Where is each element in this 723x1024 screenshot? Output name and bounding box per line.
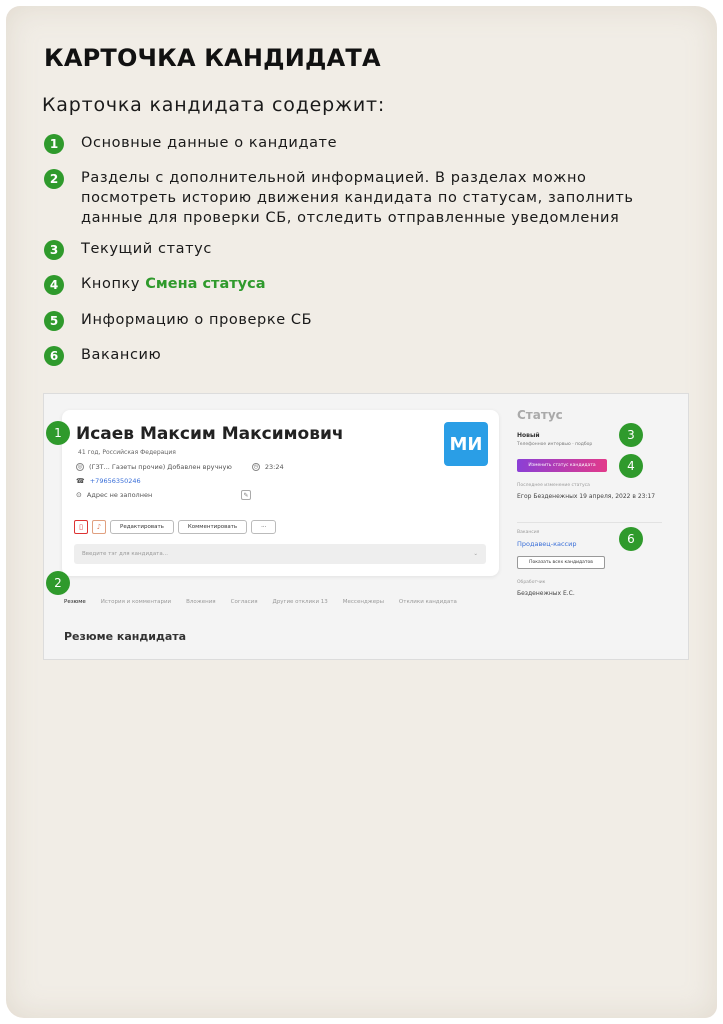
vacancy-label: Вакансия	[517, 530, 540, 535]
bookmark-icon[interactable]: ▯	[74, 520, 88, 534]
vacancy-link[interactable]: Продавец-кассир	[517, 540, 577, 548]
comment-button[interactable]: Комментировать	[178, 520, 247, 534]
number-badge: 1	[44, 134, 64, 154]
handler-label: Обработчик	[517, 580, 546, 585]
list-item-prefix: Кнопку	[81, 276, 146, 292]
candidate-subtitle: 41 год, Российская Федерация	[78, 449, 176, 456]
list-item-text: Текущий статус	[81, 241, 212, 257]
tab-messengers[interactable]: Мессенджеры	[342, 599, 384, 605]
list-item	[44, 345, 684, 366]
edit-icon[interactable]: ✎	[241, 490, 251, 500]
list-item-text: Вакансию	[81, 347, 162, 363]
number-badge: 4	[44, 275, 64, 295]
status-subtext: Телефонное интервью · подбор	[517, 442, 593, 447]
address-row	[76, 491, 152, 499]
divider	[517, 522, 662, 523]
list-item-text: Основные данные о кандидате	[81, 135, 338, 151]
page-subtitle: Карточка кандидата содержит:	[42, 94, 386, 116]
marker-3: 3	[619, 423, 643, 447]
list-item-text	[81, 274, 265, 294]
status-value: Новый	[517, 432, 540, 439]
marker-6: 6	[619, 527, 643, 551]
change-status-button[interactable]: Изменить статус кандидата	[517, 459, 607, 472]
candidate-name: Исаев Максим Максимович	[76, 424, 344, 444]
marker-4: 4	[619, 454, 643, 478]
more-button[interactable]: ···	[251, 520, 276, 534]
source-row	[76, 463, 284, 471]
tabs-bar	[64, 599, 457, 605]
handler-value: Безденежных Е.С.	[517, 590, 575, 597]
number-badge: 2	[44, 169, 64, 189]
marker-1: 1	[46, 421, 70, 445]
status-panel	[516, 394, 676, 661]
address-text: Адрес не заполнен	[86, 491, 153, 499]
status-title: Статус	[517, 408, 563, 422]
last-change-value: Егор Безденежных 19 апреля, 2022 в 23:17	[517, 493, 656, 500]
list-item	[44, 310, 684, 331]
clock-icon: ◷	[253, 464, 259, 470]
tag-placeholder: Введите тэг для кандидата...	[82, 551, 169, 557]
tab-attachments[interactable]: Вложения	[186, 599, 216, 605]
embedded-screenshot	[43, 393, 689, 660]
location-icon: ⊙	[76, 491, 82, 499]
resume-title: Резюме кандидата	[64, 630, 187, 643]
list-item	[44, 274, 684, 295]
number-badge: 3	[44, 240, 64, 260]
chevron-down-icon: ⌄	[473, 551, 478, 557]
tab-other-responses[interactable]: Другие отклики 13	[272, 599, 328, 605]
highlight-text: Смена статуса	[145, 276, 266, 292]
marker-2: 2	[46, 571, 70, 595]
bell-icon[interactable]: ♪	[92, 520, 106, 534]
list-item-text: Информацию о проверке СБ	[81, 312, 313, 328]
list-item	[44, 168, 684, 228]
candidate-card	[62, 410, 499, 576]
time-text: 23:24	[264, 463, 284, 471]
list-item-text: Разделы с дополнительной информацией. В разделах можно посмотреть историю движения кандидата по статусам, заполнить данные для проверки СБ, отследить отправленные уведомления	[81, 170, 634, 226]
last-change-label: Последнее изменение статуса	[517, 483, 590, 488]
tab-consents[interactable]: Согласия	[230, 599, 258, 605]
action-buttons	[74, 520, 276, 534]
tab-resume[interactable]: Резюме	[64, 599, 86, 605]
number-badge: 6	[44, 346, 64, 366]
avatar: МИ	[444, 422, 488, 466]
source-text: (ГЗТ... Газеты прочие) Добавлен вручную	[89, 463, 232, 471]
number-badge: 5	[44, 311, 64, 331]
tag-input[interactable]	[74, 544, 486, 564]
tab-history[interactable]: История и комментарии	[100, 599, 172, 605]
source-icon: ◎	[77, 464, 83, 470]
edit-button[interactable]: Редактировать	[110, 520, 174, 534]
page-title: КАРТОЧКА КАНДИДАТА	[44, 44, 381, 72]
tab-candidate-responses[interactable]: Отклики кандидата	[398, 599, 457, 605]
phone-link[interactable]: +79656350246	[89, 477, 141, 485]
list-item	[44, 239, 684, 260]
show-all-candidates-button[interactable]: Показать всех кандидатов	[517, 556, 605, 569]
list-item	[44, 133, 684, 154]
phone-icon: ☎	[76, 477, 85, 485]
phone-row	[76, 477, 141, 485]
